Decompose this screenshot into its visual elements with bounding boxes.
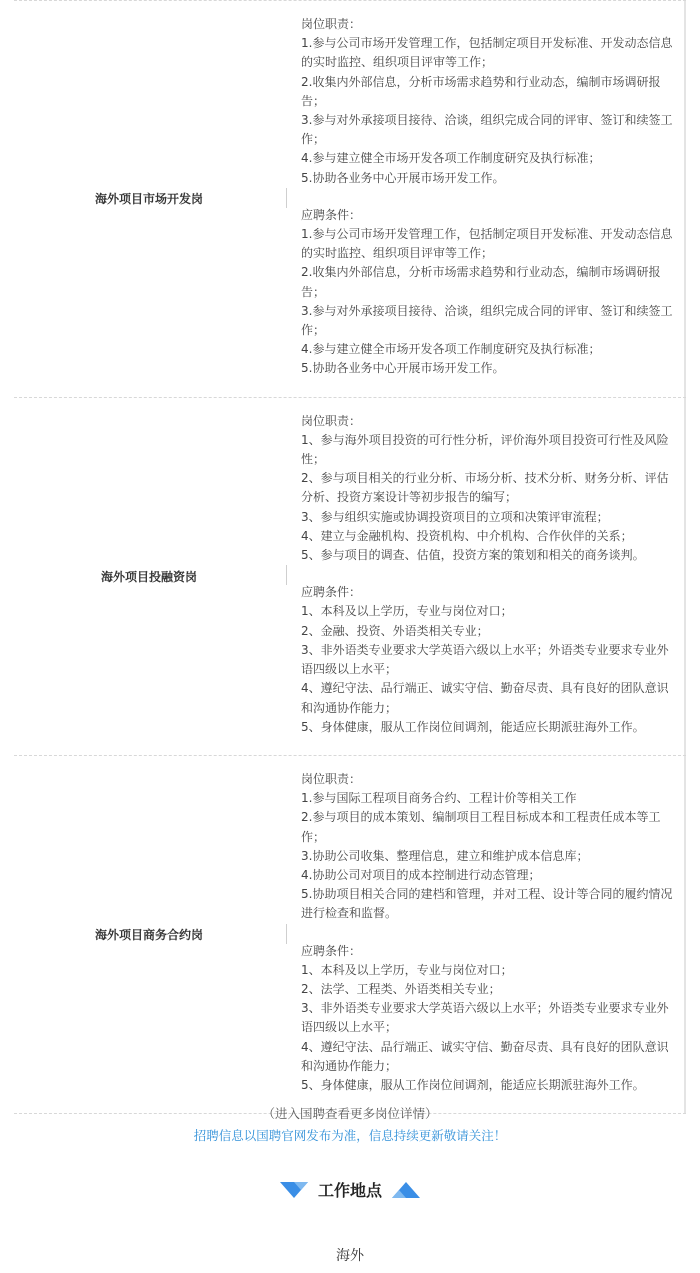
requirement-item: 5、身体健康，服从工作岗位间调剂，能适应长期派驻海外工作。 xyxy=(301,719,645,734)
duty-item: 4、建立与金融机构、投资机构、中介机构、合作伙伴的关系； xyxy=(301,528,633,543)
section-title: 工作地点 xyxy=(317,1181,382,1200)
duty-item: 1.参与国际工程项目商务合约、工程计价等相关工作 xyxy=(301,791,577,806)
requirement-item: 4.参与建立健全市场开发各项工作制度研究及执行标准； xyxy=(301,342,601,357)
requirement-item: 5、身体健康，服从工作岗位间调剂，能适应长期派驻海外工作。 xyxy=(301,1077,645,1092)
work-location: 海外 xyxy=(336,1248,364,1264)
duty-item: 3、参与组织实施或协调投资项目的立项和决策评审流程； xyxy=(301,509,609,524)
job-row-market xyxy=(14,0,686,398)
section-header xyxy=(0,1178,700,1201)
requirement-item: 4、遵纪守法、品行端正、诚实守信、勤奋尽责、具有良好的团队意识和沟通协作能力； xyxy=(301,681,669,715)
requirement-item: 3、非外语类专业要求大学英语六级以上水平；外语类专业要求专业外语四级以上水平； xyxy=(301,642,669,677)
requirement-item: 3.参与对外承接项目接待、洽谈，组织完成合同的评审、签订和续签工作； xyxy=(301,303,673,338)
duty-item: 3.参与对外承接项目接待、洽谈，组织完成合同的评审、签订和续签工作； xyxy=(301,113,673,147)
job-row-contract xyxy=(14,756,686,1114)
triangle-icon xyxy=(392,1182,420,1198)
job-details xyxy=(297,756,686,1113)
duty-item: 1、参与海外项目投资的可行性分析，评价海外项目投资可行性及风险性； xyxy=(301,432,669,467)
duties-label: 岗位职责： xyxy=(301,413,362,428)
job-title: 海外项目商务合约岗 xyxy=(94,928,203,943)
requirement-item: 2.收集内外部信息，分析市场需求趋势和行业动态，编制市场调研报告； xyxy=(301,265,661,299)
divider xyxy=(286,924,287,944)
duty-item: 3.协助公司收集、整理信息，建立和维护成本信息库； xyxy=(301,848,589,863)
duty-item: 5.协助项目相关合同的建档和管理，并对工程、设计等合同的履约情况进行检查和监督。 xyxy=(301,887,673,921)
duty-item: 4.参与建立健全市场开发各项工作制度研究及执行标准； xyxy=(301,151,601,166)
requirements-label: 应聘条件： xyxy=(301,943,362,958)
job-title: 海外项目市场开发岗 xyxy=(94,192,203,207)
duty-item: 1.参与公司市场开发管理工作，包括制定项目开发标准、开发动态信息的实时监控、组织项目评审等工作； xyxy=(301,36,673,70)
requirement-item: 1.参与公司市场开发管理工作，包括制定项目开发标准、开发动态信息的实时监控、组织项目评审等工作； xyxy=(301,227,673,261)
requirement-item: 1、本科及以上学历，专业与岗位对口； xyxy=(301,604,513,619)
duty-item: 2、参与项目相关的行业分析、市场分析、技术分析、财务分析、评估分析、投资方案设计等初步报告的编写； xyxy=(301,471,669,505)
requirements-label: 应聘条件： xyxy=(301,585,362,600)
requirements-label: 应聘条件： xyxy=(301,207,362,222)
job-details xyxy=(297,1,686,397)
divider xyxy=(286,188,287,208)
job-table xyxy=(14,0,686,1114)
job-details xyxy=(297,398,686,755)
triangle-icon xyxy=(280,1182,308,1198)
duty-item: 2.收集内外部信息，分析市场需求趋势和行业动态，编制市场调研报告； xyxy=(301,74,661,108)
requirement-item: 1、本科及以上学历，专业与岗位对口； xyxy=(301,962,513,977)
duties-label: 岗位职责： xyxy=(301,771,362,786)
requirement-item: 5.协助各业务中心开展市场开发工作。 xyxy=(301,361,505,376)
duties-label: 岗位职责： xyxy=(301,17,362,31)
job-title: 海外项目投融资岗 xyxy=(100,569,197,584)
requirement-item: 4、遵纪守法、品行端正、诚实守信、勤奋尽责、具有良好的团队意识和沟通协作能力； xyxy=(301,1039,669,1073)
job-row-investment xyxy=(14,398,686,756)
duty-item: 4.协助公司对项目的成本控制进行动态管理； xyxy=(301,867,541,882)
requirement-item: 3、非外语类专业要求大学英语六级以上水平；外语类专业要求专业外语四级以上水平； xyxy=(301,1001,669,1035)
more-jobs-link-text[interactable]: （进入国聘查看更多岗位详情） xyxy=(262,1106,438,1121)
official-notice: 招聘信息以国聘官网发布为准，信息持续更新敬请关注！ xyxy=(193,1128,507,1143)
duty-item: 2.参与项目的成本策划、编制项目工程目标成本和工程责任成本等工作； xyxy=(301,810,661,844)
divider xyxy=(286,565,287,585)
duty-item: 5、参与项目的调查、估值，投资方案的策划和相关的商务谈判。 xyxy=(301,548,645,563)
duty-item: 5.协助各业务中心开展市场开发工作。 xyxy=(301,170,505,185)
requirement-item: 2、金融、投资、外语类相关专业； xyxy=(301,623,489,638)
requirement-item: 2、法学、工程类、外语类相关专业； xyxy=(301,981,501,996)
